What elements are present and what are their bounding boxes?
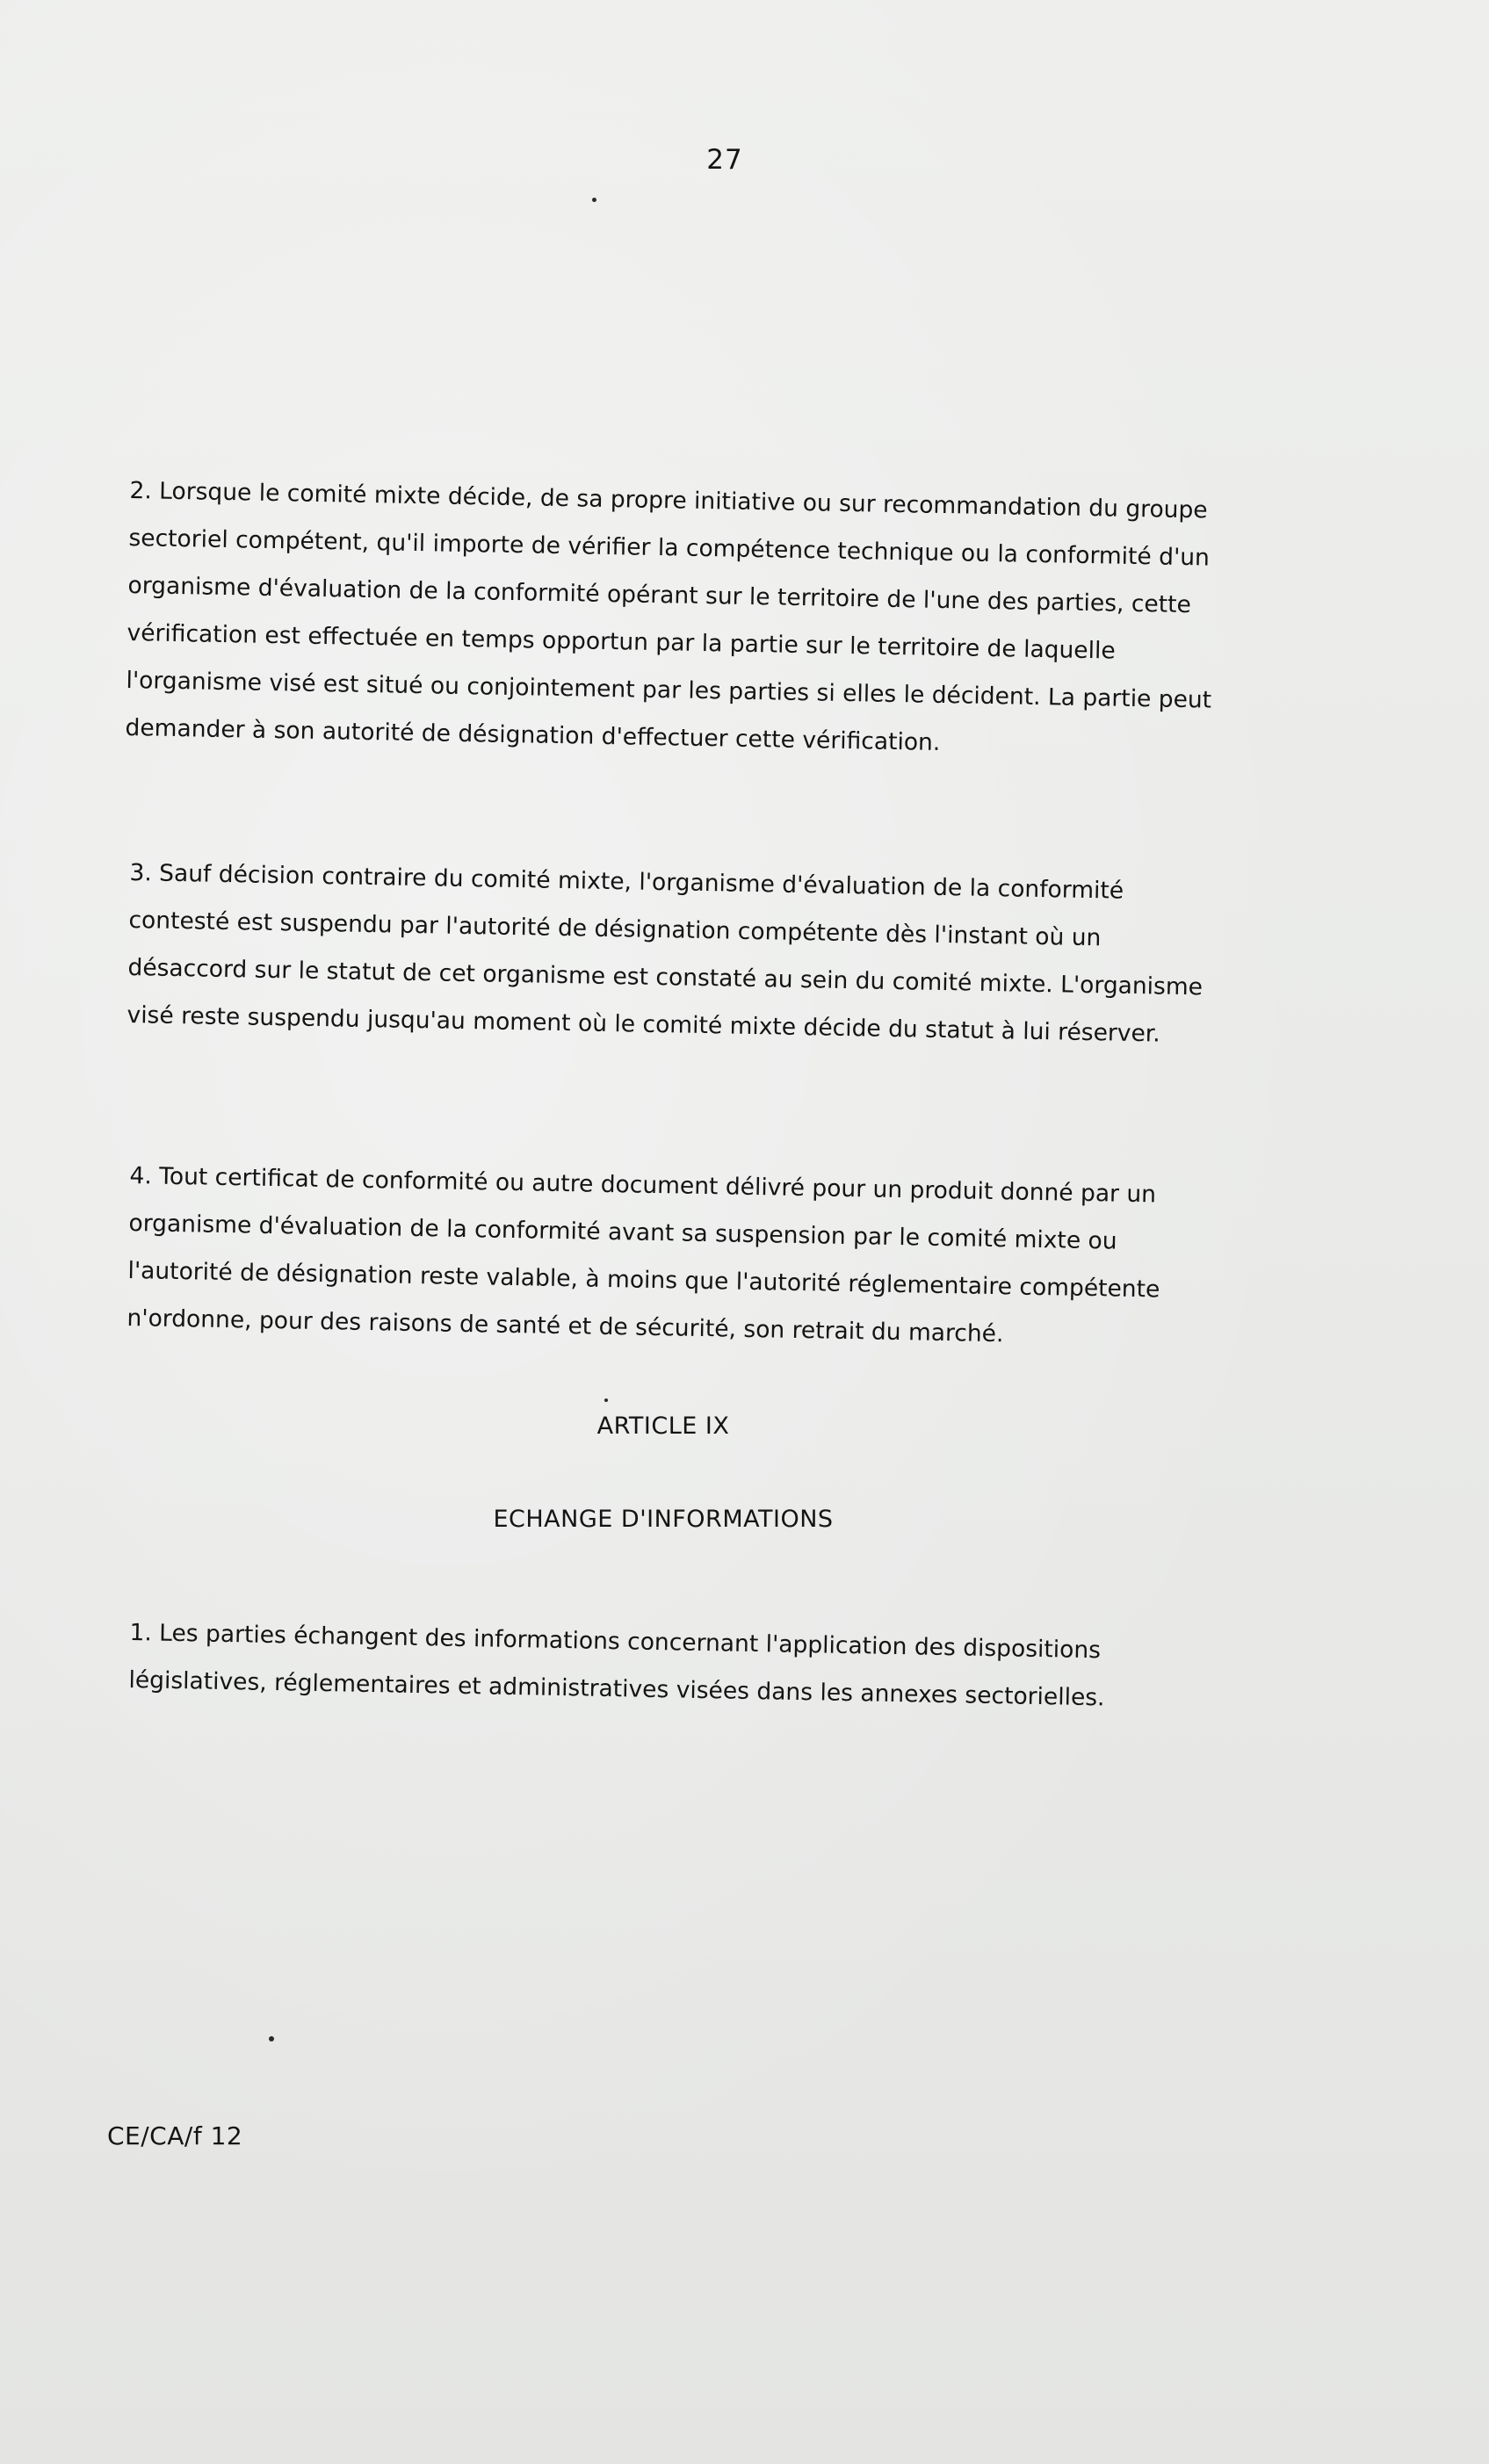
paragraph-1-information-exchange: 1. Les parties échangent des informations concernant l'application des dispositions législatives, réglementaires et administratives visées dans les annexes sectorielles. xyxy=(128,1618,1105,1711)
paragraph-2-verification: 2. Lorsque le comité mixte décide, de sa propre initiative ou sur recommandation du groupe sectoriel compétent, qu'il importe de vérifier la compétence technique ou la conformité d'un organisme d'évaluation de la conformité opérant sur le territoire de l'une des parties, cette vérification est effectuée en temps opportun par la partie sur le territoire de laquelle l'organisme visé est situé ou conjointement par les parties si elles le décident. La partie peut demander à son autorité de désignation d'effectuer cette vérification. xyxy=(125,476,1212,756)
ink-speck xyxy=(269,2036,274,2041)
paragraph-3-suspension: 3. Sauf décision contraire du comité mixte, l'organisme d'évaluation de la conformité contesté est suspendu par l'autorité de désignation compétente dès l'instant où un désaccord sur le statut de cet organisme est constaté au sein du comité mixte. L'organisme visé reste suspendu jusqu'au moment où le comité mixte décide du statut à lui réserver. xyxy=(126,858,1203,1048)
article-title: ECHANGE D'INFORMATIONS xyxy=(493,1506,834,1533)
ink-speck xyxy=(604,1398,608,1402)
document-reference: CE/CA/f 12 xyxy=(107,2121,243,2150)
page-number: 27 xyxy=(706,144,743,176)
ink-speck xyxy=(592,198,596,202)
article-heading: ARTICLE IX xyxy=(596,1413,730,1440)
paragraph-4-certificate-validity: 4. Tout certificat de conformité ou autre document délivré pour un produit donné par un organisme d'évaluation de la conformité avant sa suspension par le comité mixte ou l'autorité de désignation reste valable, à moins que l'autorité réglementaire compétente n'ordonne, pour des raisons de santé et de sécurité, son retrait du marché. xyxy=(126,1161,1160,1348)
